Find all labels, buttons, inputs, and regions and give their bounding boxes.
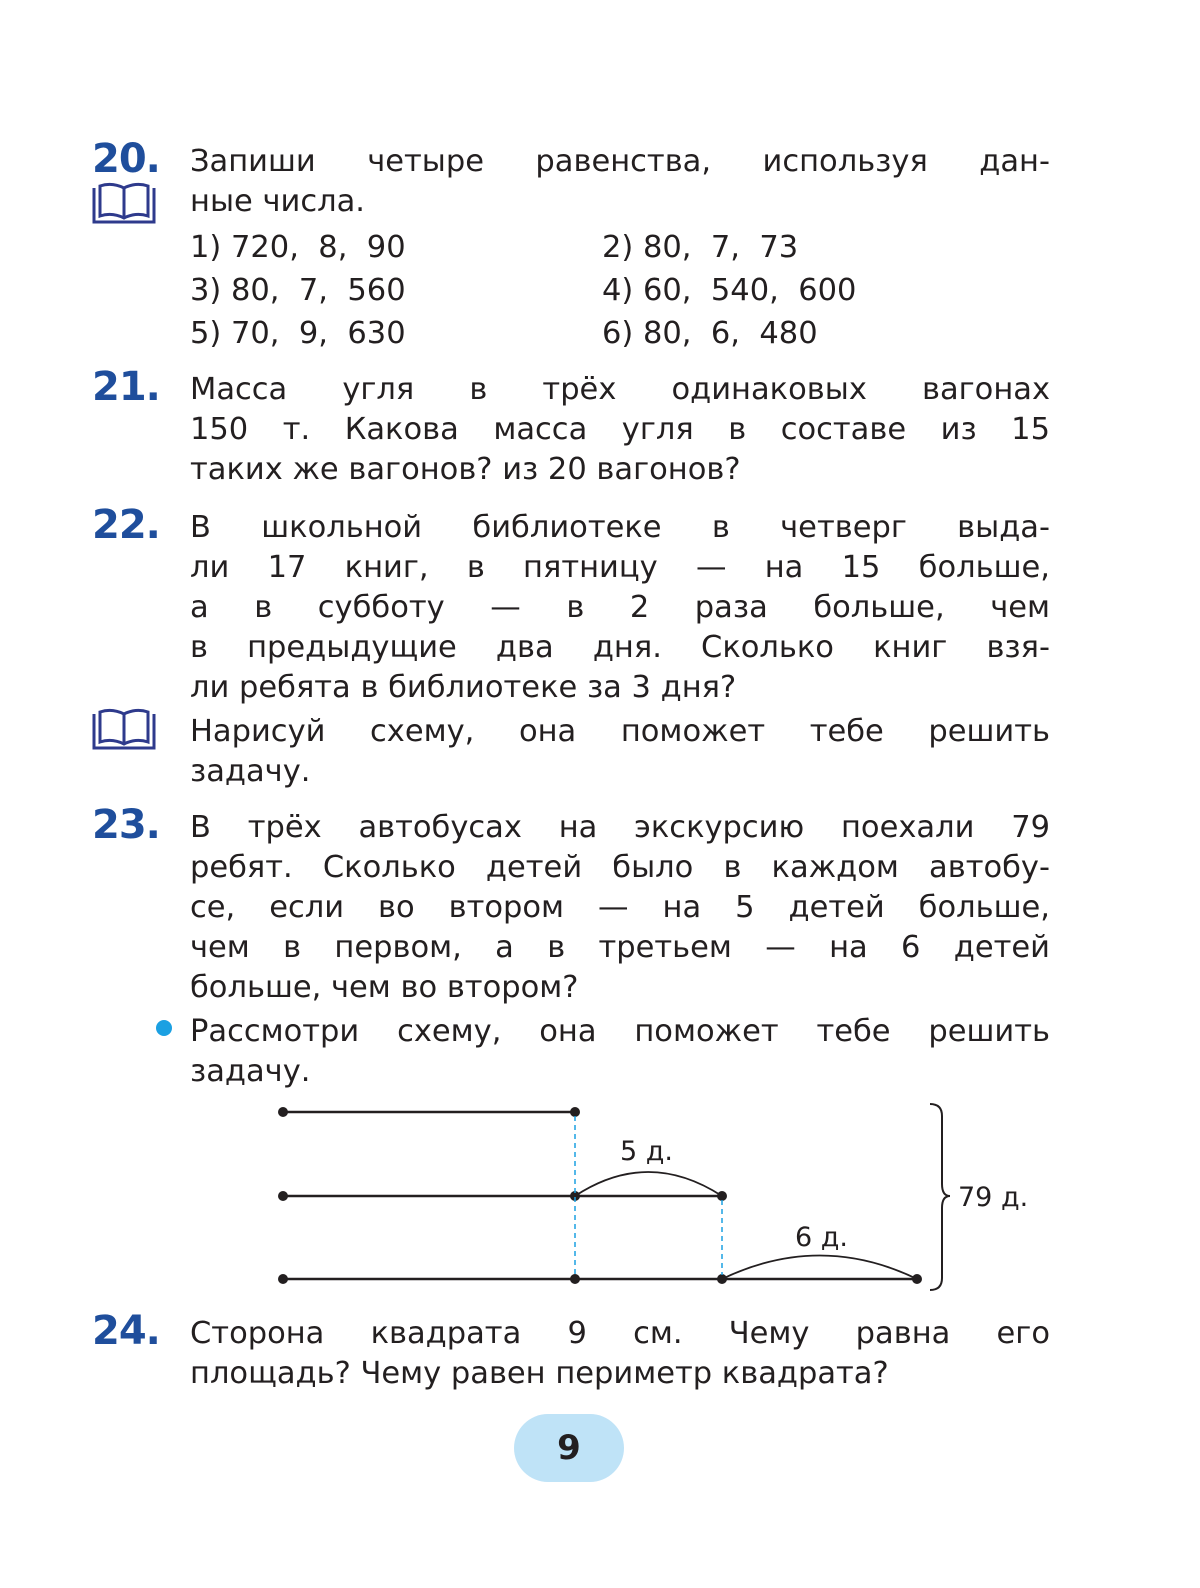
diagram-segment-3 (278, 1274, 922, 1284)
task20-line-1: Запиши четыре равенства, используя дан- (190, 144, 1050, 179)
task22-line-4: в предыдущие два дня. Сколько книг взя- (190, 630, 1050, 665)
label-5-d: 5 д. (620, 1136, 674, 1167)
task23-line-3: се, если во втором — на 5 детей больше, (190, 890, 1050, 925)
diagram-segment-1 (278, 1107, 580, 1117)
task-number-21: 21. (92, 364, 160, 410)
task23-line-5: больше, чем во втором? (190, 970, 579, 1005)
page-number-badge (514, 1414, 624, 1482)
task20-item-5: 5) 70, 9, 630 (190, 316, 406, 351)
task20-item-4: 4) 60, 540, 600 (602, 273, 857, 308)
brace (930, 1104, 950, 1290)
task21-line-2: 150 т. Какова масса угля в составе из 15 (190, 412, 1050, 447)
label-79-d: 79 д. (958, 1182, 1029, 1213)
task-number-20: 20. (92, 136, 160, 182)
diagram-segment-2 (278, 1191, 727, 1201)
task22-line-3: а в субботу — в 2 раза больше, чем (190, 590, 1050, 625)
task23-hint-line-1: Рассмотри схему, она поможет тебе решить (190, 1014, 1050, 1049)
task23-line-2: ребят. Сколько детей было в каждом автобу- (190, 850, 1050, 885)
task24-text (190, 1314, 1050, 1394)
task-number-23: 23. (92, 802, 160, 848)
task-number-24: 24. (92, 1308, 160, 1354)
task21-line-1: Масса угля в трёх одинаковых вагонах (190, 372, 1050, 407)
task24-line-2: площадь? Чему равен периметр квадрата? (190, 1356, 889, 1391)
task20-line-2: ные числа. (190, 184, 365, 219)
page-number: 9 (557, 1428, 581, 1468)
arc-6 (722, 1256, 917, 1280)
task24-line-1: Сторона квадрата 9 см. Чему равна его (190, 1316, 1050, 1351)
task-number-22: 22. (92, 502, 160, 548)
task20-item-3: 3) 80, 7, 560 (190, 273, 406, 308)
task23-line-1: В трёх автобусах на экскурсию поехали 79 (190, 810, 1050, 845)
task22-hint-line-1: Нарисуй схему, она поможет тебе решить (190, 714, 1050, 749)
task20-item-2: 2) 80, 7, 73 (602, 230, 799, 265)
task21-line-3: таких же вагонов? из 20 вагонов? (190, 452, 741, 487)
task23-hint-line-2: задачу. (190, 1054, 311, 1089)
task22-line-1: В школьной библиотеке в четверг выда- (190, 510, 1050, 545)
arc-5 (575, 1172, 722, 1196)
task23-line-4: чем в первом, а в третьем — на 6 детей (190, 930, 1050, 965)
label-6-d: 6 д. (795, 1222, 849, 1253)
task22-hint-line-2: задачу. (190, 754, 311, 789)
task20-item-6: 6) 80, 6, 480 (602, 316, 818, 351)
task20-item-1: 1) 720, 8, 90 (190, 230, 406, 265)
task22-line-5: ли ребята в библиотеке за 3 дня? (190, 670, 737, 705)
task22-line-2: ли 17 книг, в пятницу — на 15 больше, (190, 550, 1050, 585)
